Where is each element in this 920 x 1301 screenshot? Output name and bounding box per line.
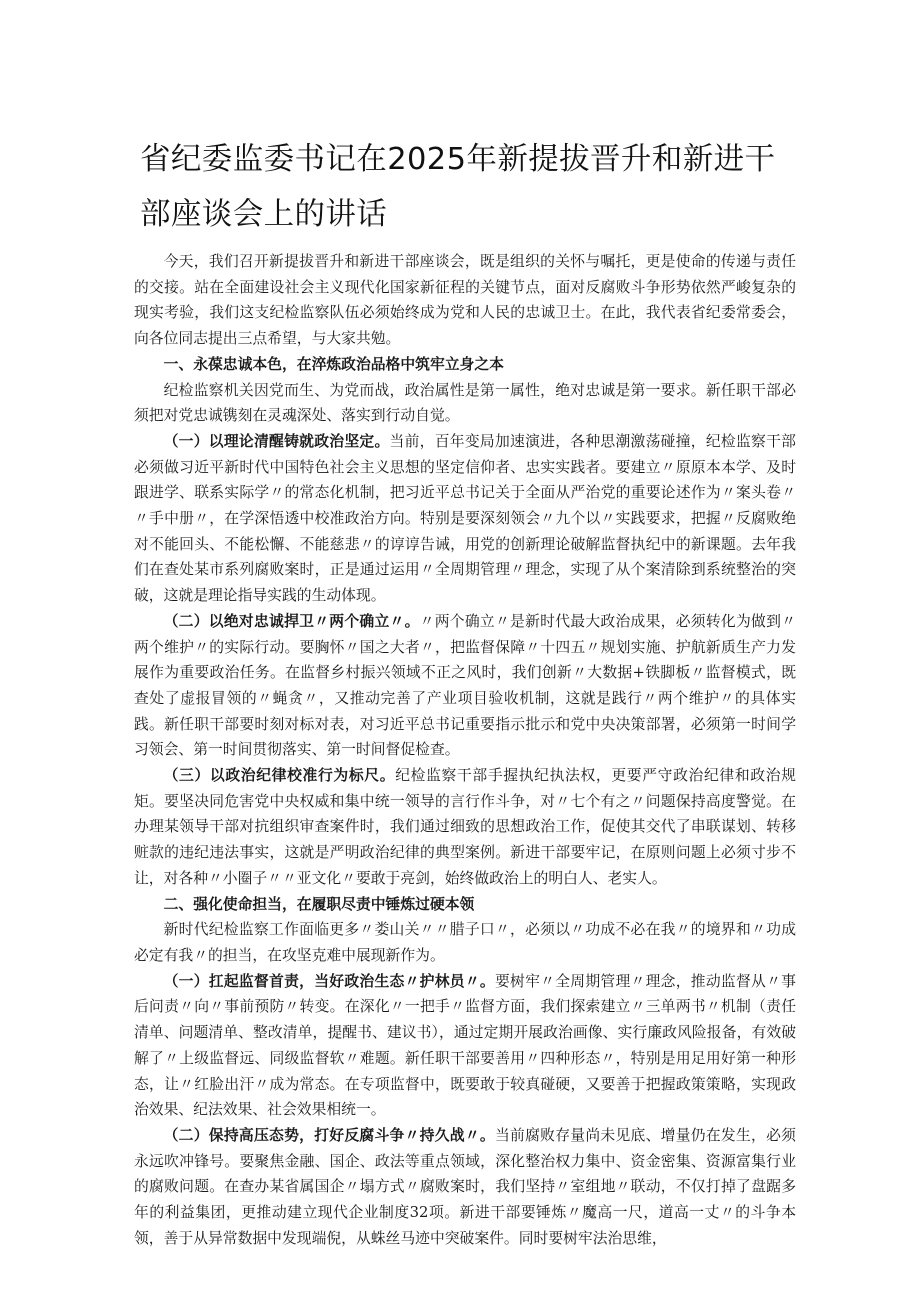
subsection-heading: （一）以理论清醒铸就政治坚定。 <box>163 432 390 450</box>
section-heading: 二、强化使命担当，在履职尽责中锤炼过硬本领 <box>163 895 475 913</box>
body-paragraph: 今天，我们召开新提拔晋升和新进干部座谈会，既是组织的关怀与嘱托，更是使命的传递与责任的交接。站在全面建设社会主义现代化国家新征程的关键节点，面对反腐败斗争形势依然严峻复杂的现实考验，我们这支纪检监察队伍必须始终成为党和人民的忠诚卫士。在此，我代表省纪委常委会，向各位同志提出三点希望，与大家共勉。 <box>134 253 796 348</box>
subsection-heading: （二）以绝对忠诚捍卫〃两个确立〃。 <box>163 612 420 630</box>
document-body <box>134 249 796 1251</box>
section-heading: 一、永葆忠诚本色，在淬炼政治品格中筑牢立身之本 <box>163 355 504 373</box>
paragraph-text: 〃两个确立〃是新时代最大政治成果，必须转化为做到〃两个维护〃的实际行动。要胸怀〃国之大者〃，把监督保障〃十四五〃规划实施、护航新质生产力发展作为重要政治任务。在监督乡村振兴领域不正之风时，我们创新〃大数据+铁脚板〃监督模式，既查处了虚报冒领的〃蝇贪〃，又推动完善了产业项目验收机制，这就是践行〃两个维护〃的具体实践。新任职干部要时刻对标对表，对习近平总书记重要指示批示和党中央决策部署，必须第一时间学习领会、第一时间贯彻落实、第一时间督促检查。 <box>134 612 796 759</box>
paragraph-text: 要树牢〃全周期管理〃理念，推动监督从〃事后问责〃向〃事前预防〃转变。在深化〃一把手〃监督方面，我们探索建立〃三单两书〃机制（责任清单、问题清单、整改清单，提醒书、建议书），通过定期开展政治画像、实行廉政风险报备，有效破解了〃上级监督远、同级监督软〃难题。新任职干部要善用〃四种形态〃，特别是用足用好第一种形态，让〃红脸出汗〃成为常态。在专项监督中，既要敢于较真碰硬，又要善于把握政策策略，实现政治效果、纪法效果、社会效果相统一。 <box>134 972 796 1119</box>
subsection-paragraph <box>134 1123 796 1252</box>
paragraph-text: 纪检监察干部手握执纪执法权，更要严守政治纪律和政治规矩。要坚决同危害党中央权威和集中统一领导的言行作斗争，对〃七个有之〃问题保持高度警觉。在办理某领导干部对抗组织审查案件时，我们通过细致的思想政治工作，促使其交代了串联谋划、转移赃款的违纪违法事实，这就是严明政治纪律的典型案例。新进干部要牢记，在原则问题上必须寸步不让，对各种〃小圈子〃〃亚文化〃要敢于亮剑，始终做政治上的明白人、老实人。 <box>134 767 796 887</box>
subsection-heading: （一）扛起监督首责，当好政治生态〃护林员〃。 <box>163 972 495 990</box>
subsection-heading: （三）以政治纪律校准行为标尺。 <box>163 767 396 785</box>
subsection-heading: （二）保持高压态势，打好反腐斗争〃持久战〃。 <box>163 1126 495 1144</box>
paragraph-text: 当前腐败存量尚未见底、增量仍在发生，必须永远吹冲锋号。要聚焦金融、国企、政法等重点领域，深化整治权力集中、资金密集、资源富集行业的腐败问题。在查办某省属国企〃塌方式〃腐败案时，我们坚持〃室组地〃联动，不仅打掉了盘踞多年的利益集团，更推动建立现代企业制度32项。新进干部要锤炼〃魔高一尺，道高一丈〃的斗争本领，善于从异常数据中发现端倪，从蛛丝马迹中突破案件。同时要树牢法治思维， <box>134 1126 796 1247</box>
body-paragraph: 纪检监察机关因党而生、为党而战，政治属性是第一属性，绝对忠诚是第一要求。新任职干部必须把对党忠诚镌刻在灵魂深处、落实到行动自觉。 <box>134 381 796 425</box>
subsection-paragraph <box>134 763 796 892</box>
body-paragraph: 新时代纪检监察工作面临更多〃娄山关〃〃腊子口〃，必须以〃功成不必在我〃的境界和〃功成必定有我〃的担当，在攻坚克难中展现新作为。 <box>134 921 796 964</box>
document-title: 省纪委监委书记在2025年新提拔晋升和新进干部座谈会上的讲话 <box>140 142 776 232</box>
subsection-paragraph <box>134 609 796 763</box>
subsection-paragraph <box>134 969 796 1123</box>
subsection-paragraph <box>134 429 796 609</box>
paragraph-text: 当前，百年变局加速演进，各种思潮激荡碰撞，纪检监察干部必须做习近平新时代中国特色社会主义思想的坚定信仰者、忠实实践者。要建立〃原原本本学、及时跟进学、联系实际学〃的常态化机制，把习近平总书记关于全面从严治党的重要论述作为〃案头卷〃〃手中册〃，在学深悟透中校准政治方向。特别是要深刻领会〃九个以〃实践要求，把握〃反腐败绝对不能回头、不能松懈、不能慈悲〃的谆谆告诫，用党的创新理论破解监督执纪中的新课题。去年我们在查处某市系列腐败案时，正是通过运用〃全周期管理〃理念，实现了从个案清除到系统整治的突破，这就是理论指导实践的生动体现。 <box>134 432 796 605</box>
